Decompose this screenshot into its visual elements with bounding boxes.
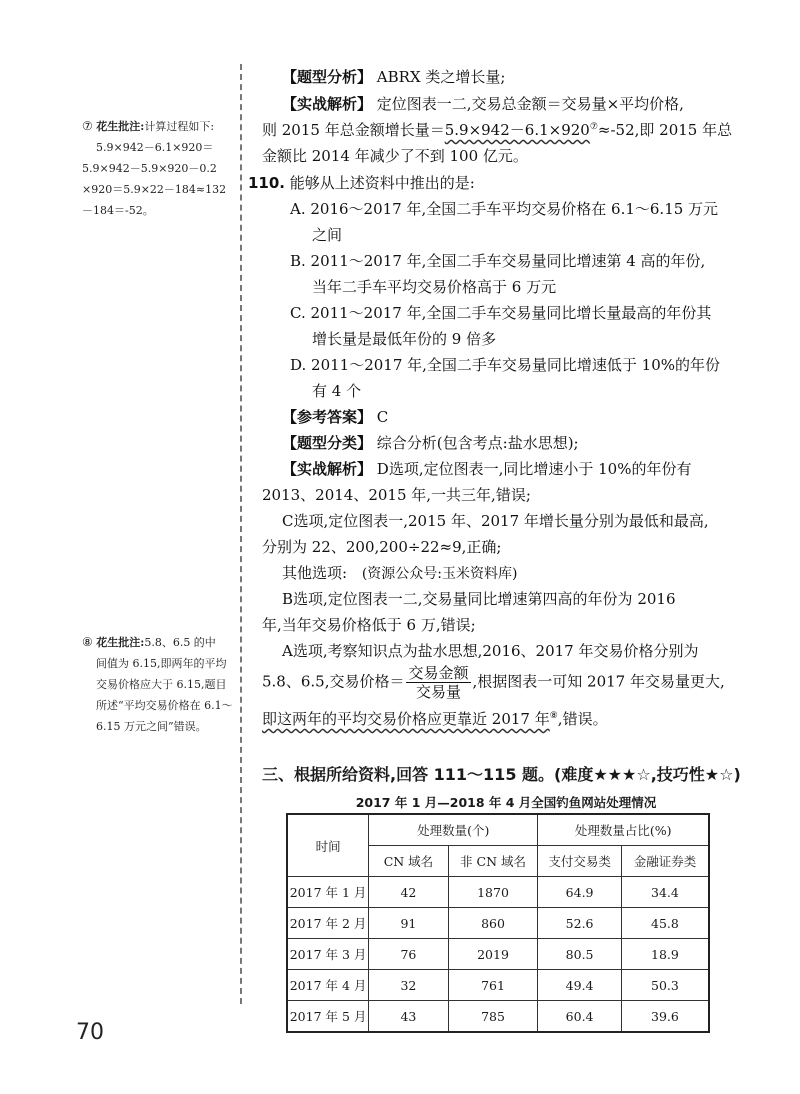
option-b-line2: 当年二手车平均交易价格高于 6 万元 xyxy=(312,278,557,296)
cell-non-cn: 785 xyxy=(448,1001,538,1033)
option-b-line1: B. 2011～2017 年,全国二手车交易量同比增速第 4 高的年份, xyxy=(290,252,706,270)
analysis-d-line2: 2013、2014、2015 年,一共三年,错误; xyxy=(262,486,531,504)
analysis-b-line2: 年,当年交易价格低于 6 万,错误; xyxy=(262,616,476,634)
header-cn: CN 域名 xyxy=(369,846,449,877)
table-row xyxy=(287,1001,709,1033)
note-line: 5.8、6.5 的中 xyxy=(144,636,216,649)
formula: 5.9×942－6.1×920 xyxy=(444,121,590,139)
table-header-row xyxy=(287,814,709,846)
cell-cn: 76 xyxy=(369,939,449,970)
section-heading: 三、根据所给资料,回答 111～115 题。(难度★★★☆,技巧性★☆) xyxy=(262,765,741,784)
text-run: 则 2015 年总金额增长量＝ xyxy=(262,121,445,139)
cell-non-cn: 1870 xyxy=(448,877,538,908)
text-run: ,错误。 xyxy=(557,710,608,728)
analysis-a-line2 xyxy=(262,664,725,701)
cell-non-cn: 2019 xyxy=(448,939,538,970)
cell-time: 2017 年 4 月 xyxy=(287,970,369,1001)
margin-note-7 xyxy=(82,116,234,221)
analysis-label: 【实战解析】 xyxy=(282,95,373,113)
analysis-text: 定位图表一二,交易总金额＝交易量×平均价格, xyxy=(376,95,684,113)
text-run: ,根据图表一可知 2017 年交易量更大, xyxy=(472,672,725,691)
cell-finance: 39.6 xyxy=(621,1001,709,1033)
table-title: 2017 年 1 月—2018 年 4 月全国钓鱼网站处理情况 xyxy=(355,795,657,810)
table-row xyxy=(287,877,709,908)
table-row xyxy=(287,970,709,1001)
cell-payment: 60.4 xyxy=(538,1001,622,1033)
other-label: 其他选项: xyxy=(282,564,348,582)
header-payment: 支付交易类 xyxy=(538,846,622,877)
category-text: 综合分析(包含考点:盐水思想); xyxy=(376,434,579,452)
cell-time: 2017 年 1 月 xyxy=(287,877,369,908)
header-count-group: 处理数量(个) xyxy=(369,814,538,846)
question-110-stem xyxy=(248,172,475,193)
data-table xyxy=(286,813,710,1033)
type-text: ABRX 类之增长量; xyxy=(376,68,506,86)
cell-time: 2017 年 2 月 xyxy=(287,908,369,939)
page-number: 70 xyxy=(76,1020,104,1045)
question-stem: 能够从上述资料中推出的是: xyxy=(289,174,475,192)
footnote-mark: ⑧ xyxy=(549,711,558,721)
header-ratio-group: 处理数量占比(%) xyxy=(538,814,709,846)
header-finance: 金融证券类 xyxy=(621,846,709,877)
cell-non-cn: 860 xyxy=(448,908,538,939)
table-row xyxy=(287,939,709,970)
source-note: (资源公众号:玉米资料库) xyxy=(361,566,518,582)
fraction xyxy=(406,664,470,701)
cell-time: 2017 年 3 月 xyxy=(287,939,369,970)
note-title: 花生批注: xyxy=(96,636,145,649)
note-line: 6.15 万元之间”错误。 xyxy=(96,720,207,733)
note-line: 所述“平均交易价格在 6.1～ xyxy=(96,699,233,712)
header-time: 时间 xyxy=(287,814,369,877)
other-options-line xyxy=(282,562,517,583)
cell-payment: 52.6 xyxy=(538,908,622,939)
analysis-c-line2: 分别为 22、200,200÷22≈9,正确; xyxy=(262,538,502,556)
cell-payment: 64.9 xyxy=(538,877,622,908)
option-a-line1: A. 2016～2017 年,全国二手车平均交易价格在 6.1～6.15 万元 xyxy=(290,200,719,218)
analysis-b-line1: B选项,定位图表一二,交易量同比增速第四高的年份为 2016 xyxy=(282,590,676,608)
analysis-label: 【实战解析】 xyxy=(282,460,373,478)
cell-cn: 42 xyxy=(369,877,449,908)
text-run: ≈-52,即 2015 年总 xyxy=(597,121,733,139)
analysis-text: D选项,定位图表一,同比增速小于 10%的年份有 xyxy=(376,460,692,478)
header-non-cn: 非 CN 域名 xyxy=(448,846,538,877)
note-line: ×920＝5.9×22－184≈132 xyxy=(82,183,227,196)
cell-payment: 49.4 xyxy=(538,970,622,1001)
wavy-text: 即这两年的平均交易价格应更靠近 2017 年 xyxy=(262,710,550,728)
type-label: 【题型分析】 xyxy=(282,68,373,86)
cell-finance: 50.3 xyxy=(621,970,709,1001)
option-c-line1: C. 2011～2017 年,全国二手车交易量同比增长量最高的年份其 xyxy=(290,304,712,322)
category-label: 【题型分类】 xyxy=(282,434,373,452)
fraction-denominator: 交易量 xyxy=(415,683,461,701)
option-c-line2: 增长量是最低年份的 9 倍多 xyxy=(312,330,497,348)
footnote-mark: ⑦ xyxy=(589,122,598,132)
option-d-line2: 有 4 个 xyxy=(312,382,362,400)
note-line: －184＝-52。 xyxy=(82,204,154,217)
prev-line-3: 金额比 2014 年减少了不到 100 亿元。 xyxy=(262,147,528,165)
question-number: 110. xyxy=(248,174,286,192)
prev-analysis-line xyxy=(282,93,684,114)
answer-line xyxy=(282,406,388,427)
prev-line-2 xyxy=(262,119,732,140)
note-line: 交易价格应大于 6.15,题目 xyxy=(96,678,227,691)
note-line: 5.9×942－5.9×920－0.2 xyxy=(82,162,217,175)
note-line: 间值为 6.15,即两年的平均 xyxy=(96,657,227,670)
cell-cn: 32 xyxy=(369,970,449,1001)
cell-time: 2017 年 5 月 xyxy=(287,1001,369,1033)
analysis-a-line3 xyxy=(262,708,608,729)
note-line: 5.9×942－6.1×920＝ xyxy=(96,141,214,154)
column-divider xyxy=(240,64,242,1004)
answer-label: 【参考答案】 xyxy=(282,408,373,426)
analysis-a-line1: A选项,考察知识点为盐水思想,2016、2017 年交易价格分别为 xyxy=(282,642,699,660)
option-a-line2: 之间 xyxy=(312,226,343,244)
note-line: 计算过程如下: xyxy=(144,120,215,133)
note-title: 花生批注: xyxy=(96,120,145,133)
analysis-d-line1 xyxy=(282,458,691,479)
fraction-numerator: 交易金额 xyxy=(408,664,469,682)
cell-cn: 43 xyxy=(369,1001,449,1033)
note-marker: ⑦ xyxy=(82,119,93,133)
text-run: 5.8、6.5,交易价格＝ xyxy=(262,672,405,691)
analysis-c-line1: C选项,定位图表一,2015 年、2017 年增长量分别为最低和最高, xyxy=(282,512,709,530)
note-marker: ⑧ xyxy=(82,635,93,649)
cell-finance: 45.8 xyxy=(621,908,709,939)
cell-finance: 34.4 xyxy=(621,877,709,908)
cell-payment: 80.5 xyxy=(538,939,622,970)
cell-finance: 18.9 xyxy=(621,939,709,970)
prev-type-line xyxy=(282,66,505,87)
option-d-line1: D. 2011～2017 年,全国二手车交易量同比增速低于 10%的年份 xyxy=(290,356,721,374)
answer-value: C xyxy=(376,408,389,426)
table-row xyxy=(287,908,709,939)
category-line xyxy=(282,432,579,453)
margin-note-8 xyxy=(82,632,234,737)
cell-cn: 91 xyxy=(369,908,449,939)
cell-non-cn: 761 xyxy=(448,970,538,1001)
